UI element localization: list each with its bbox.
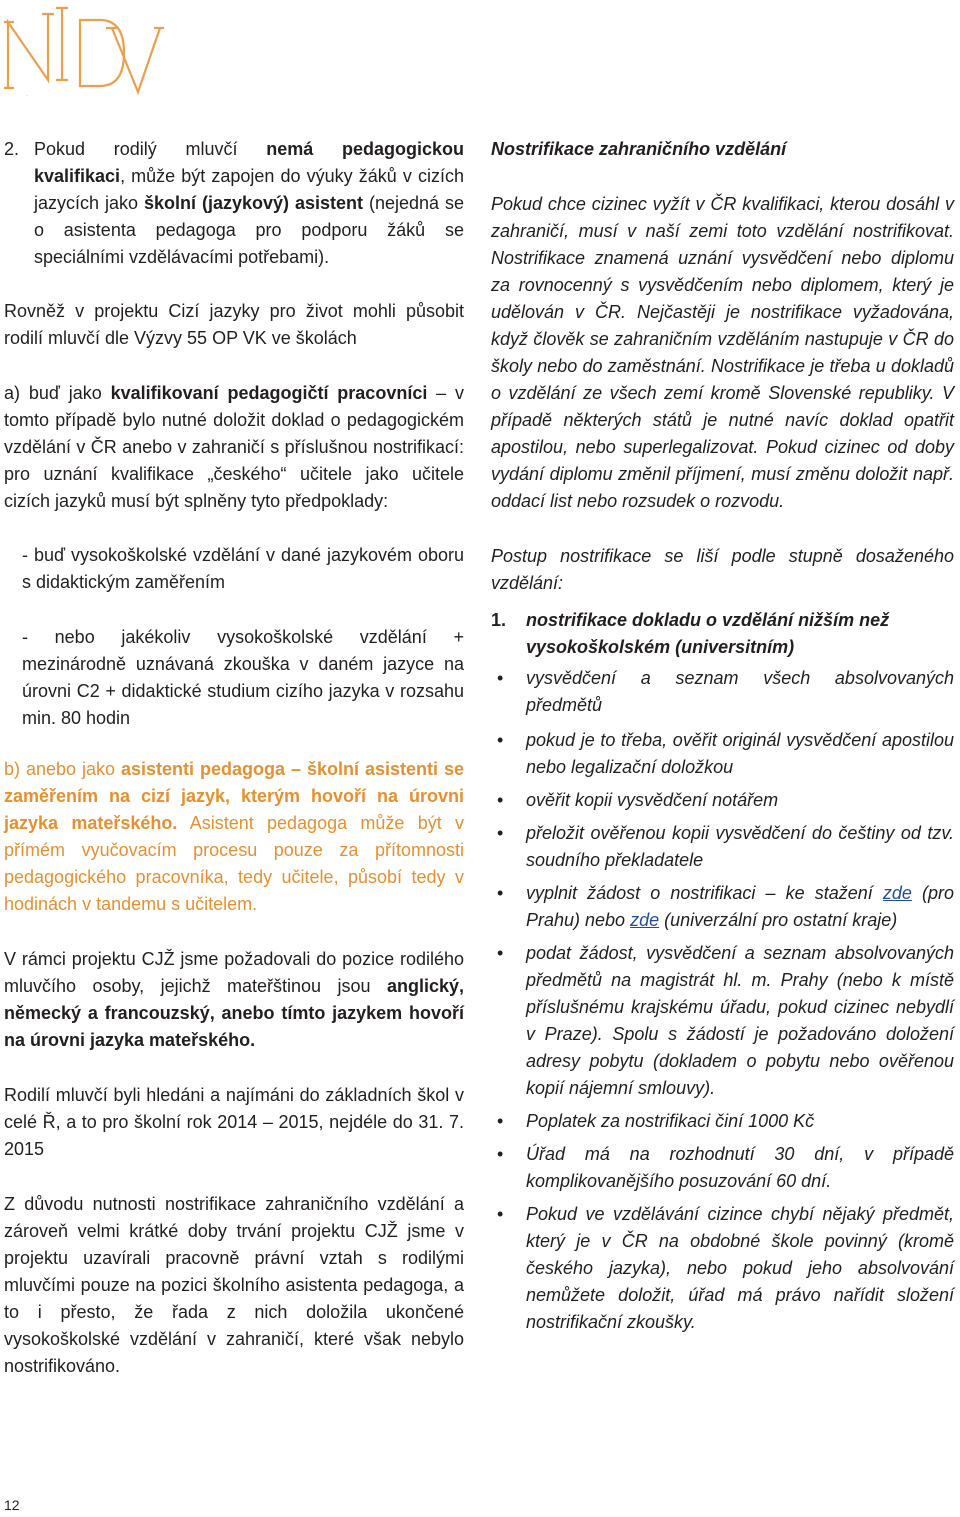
dash-item-2: - nebo jakékoliv vysokoškolské vzdělání + mezinárodně uznávaná zkouška v daném jazyce na úrovni C2 + didaktické studium cizího jazyka v rozsahu min. 80 hodin [22, 627, 464, 728]
section-title: Nostrifikace zahraničního vzdělání [491, 139, 787, 159]
download-link-universal[interactable]: zde [630, 910, 660, 930]
list-item: • vysvědčení a seznam všech absolvovaných předmětů [491, 665, 954, 719]
list-item: • Poplatek za nostrifikaci činí 1000 Kč [491, 1108, 954, 1135]
paragraph-postup: Postup nostrifikace se liší podle stupně dosaženého vzdělání: [491, 546, 954, 593]
logo-text: NIDV [26, 96, 29, 97]
option-b: b) anebo jako asistenti pedagoga – školní asistenti se zaměřením na cizí jazyk, kterým hovoří na úrovni jazyka mateřského. Asistent pedagoga může být v přímém vyučovacím procesu pouze za přítomnosti pedagogického pracovníka, tedy učitele, působí tedy v hodinách v tandemu s učitelem. [4, 759, 465, 914]
item-number: 2. [4, 139, 20, 159]
paragraph-intro: Pokud chce cizinec vyžít v ČR kvalifikaci, kterou dosáhl v zahraničí, musí v naší zemi toto vzdělání nostrifikovat. Nostrifikace znamená uznání vysvědčení nebo diplomu za rovnocenný s vysvědčením nebo diplomem, který je udělován v ČR. Nejčastěji je nostrifikace vyžadována, když člověk se zahraničním vzděláním nastupuje v ČR do školy nebo do zaměstnání. Nostrifikace je třeba u dokladů o vzdělání ze všech zemí kromě Slovenské republiky. V případě některých států je nutné navíc doklad opatřit apostilou, nebo superlegalizovat. Pokud cizinec od doby vydání diplomu změnil příjmení, musí změnu doložit např. oddací list nebo rozsudek o rozvodu. [491, 194, 954, 511]
dash-item-1: - buď vysokoškolské vzdělání v dané jazykovém oboru s didaktickým zaměřením [22, 545, 464, 592]
paragraph-cjz: V rámci projektu CJŽ jsme požadovali do pozice rodilého mluvčího osoby, jejichž mateřštinou jsou anglický, německý a francouzský, anebo tímto jazykem hovoří na úrovni jazyka mateřského. [4, 949, 464, 1050]
ordered-item-1 [491, 607, 954, 661]
ordered-item-text: nostrifikace dokladu o vzdělání nižším než vysokoškolském (universitním) [526, 610, 890, 657]
list-item: • pokud je to třeba, ověřit originál vysvědčení apostilou nebo legalizační doložkou [491, 727, 954, 781]
list-item: • podat žádost, vysvědčení a seznam absolvovaných předmětů na magistrát hl. m. Prahy (nebo k místě příslušnému krajskému úřadu, pokud cizinec nebydlí v Praze). Spolu s žádostí je požadováno doložení adresy pobytu (dokladem o pobytu nebo ověřenou kopií nájemní smlouvy). [491, 940, 954, 1102]
list-item-vyplnit: • vyplnit žádost o nostrifikaci – ke stažení zde (pro Prahu) nebo zde (univerzální pro ostatní kraje) [491, 880, 954, 934]
download-link-prague[interactable]: zde [882, 883, 912, 903]
page-number: 12 [4, 1497, 20, 1513]
list-item: • Úřad má na rozhodnutí 30 dní, v případě komplikovanějšího posuzování 60 dní. [491, 1141, 954, 1195]
left-column [4, 136, 464, 1380]
item-2-text: Pokud rodilý mluvčí nemá pedagogickou kvalifikaci, může být zapojen do výuky žáků v cizích jazycích jako školní (jazykový) asistent (nejedná se o asistenta pedagoga pro podporu žáků se speciálními vzdělávacími potřebami). [34, 139, 464, 267]
option-a: a) buď jako kvalifikovaní pedagogičtí pracovníci – v tomto případě bylo nutné doložit doklad o pedagogickém vzdělání v ČR anebo v zahraničí s příslušnou nostrifikací: pro uznání kvalifikace „českého“ učitele jako učitele cizích jazyků musí být splněny tyto předpoklady: [4, 383, 465, 511]
nidv-logo [0, 0, 165, 100]
list-item: • ověřit kopii vysvědčení notářem [491, 787, 954, 814]
paragraph-duvod: Z důvodu nutnosti nostrifikace zahraničního vzdělání a zároveň velmi krátké doby trvání projektu CJŽ jsme v projektu uzavírali pracovně právní vztah s rodilými mluvčími pouze na pozici školního asistenta pedagoga, a to i přesto, že řada z nich doložila ukončené vysokoškolské vzdělání v zahraničí, které však nebylo nostrifikováno. [4, 1194, 464, 1376]
bullet-list [491, 665, 954, 1336]
list-item-2 [4, 136, 464, 271]
paragraph-rovnez: Rovněž v projektu Cizí jazyky pro život mohli působit rodilí mluvčí dle Výzvy 55 OP VK ve školách [4, 301, 464, 348]
ordered-item-number: 1. [491, 610, 507, 630]
list-item: • přeložit ověřenou kopii vysvědčení do češtiny od tzv. soudního překladatele [491, 820, 954, 874]
right-column [491, 136, 954, 1336]
paragraph-rodili: Rodilí mluvčí byli hledáni a najímáni do základních škol v celé Ř, a to pro školní rok 2014 – 2015, nejdéle do 31. 7. 2015 [4, 1085, 464, 1159]
list-item: • Pokud ve vzdělávání cizince chybí nějaký předmět, který je v ČR na obdobné škole povinný (kromě českého jazyka), nebo pokud jeho absolvování nemůžete doložit, úřad má právo nařídit složení nostrifikační zkoušky. [491, 1201, 954, 1336]
